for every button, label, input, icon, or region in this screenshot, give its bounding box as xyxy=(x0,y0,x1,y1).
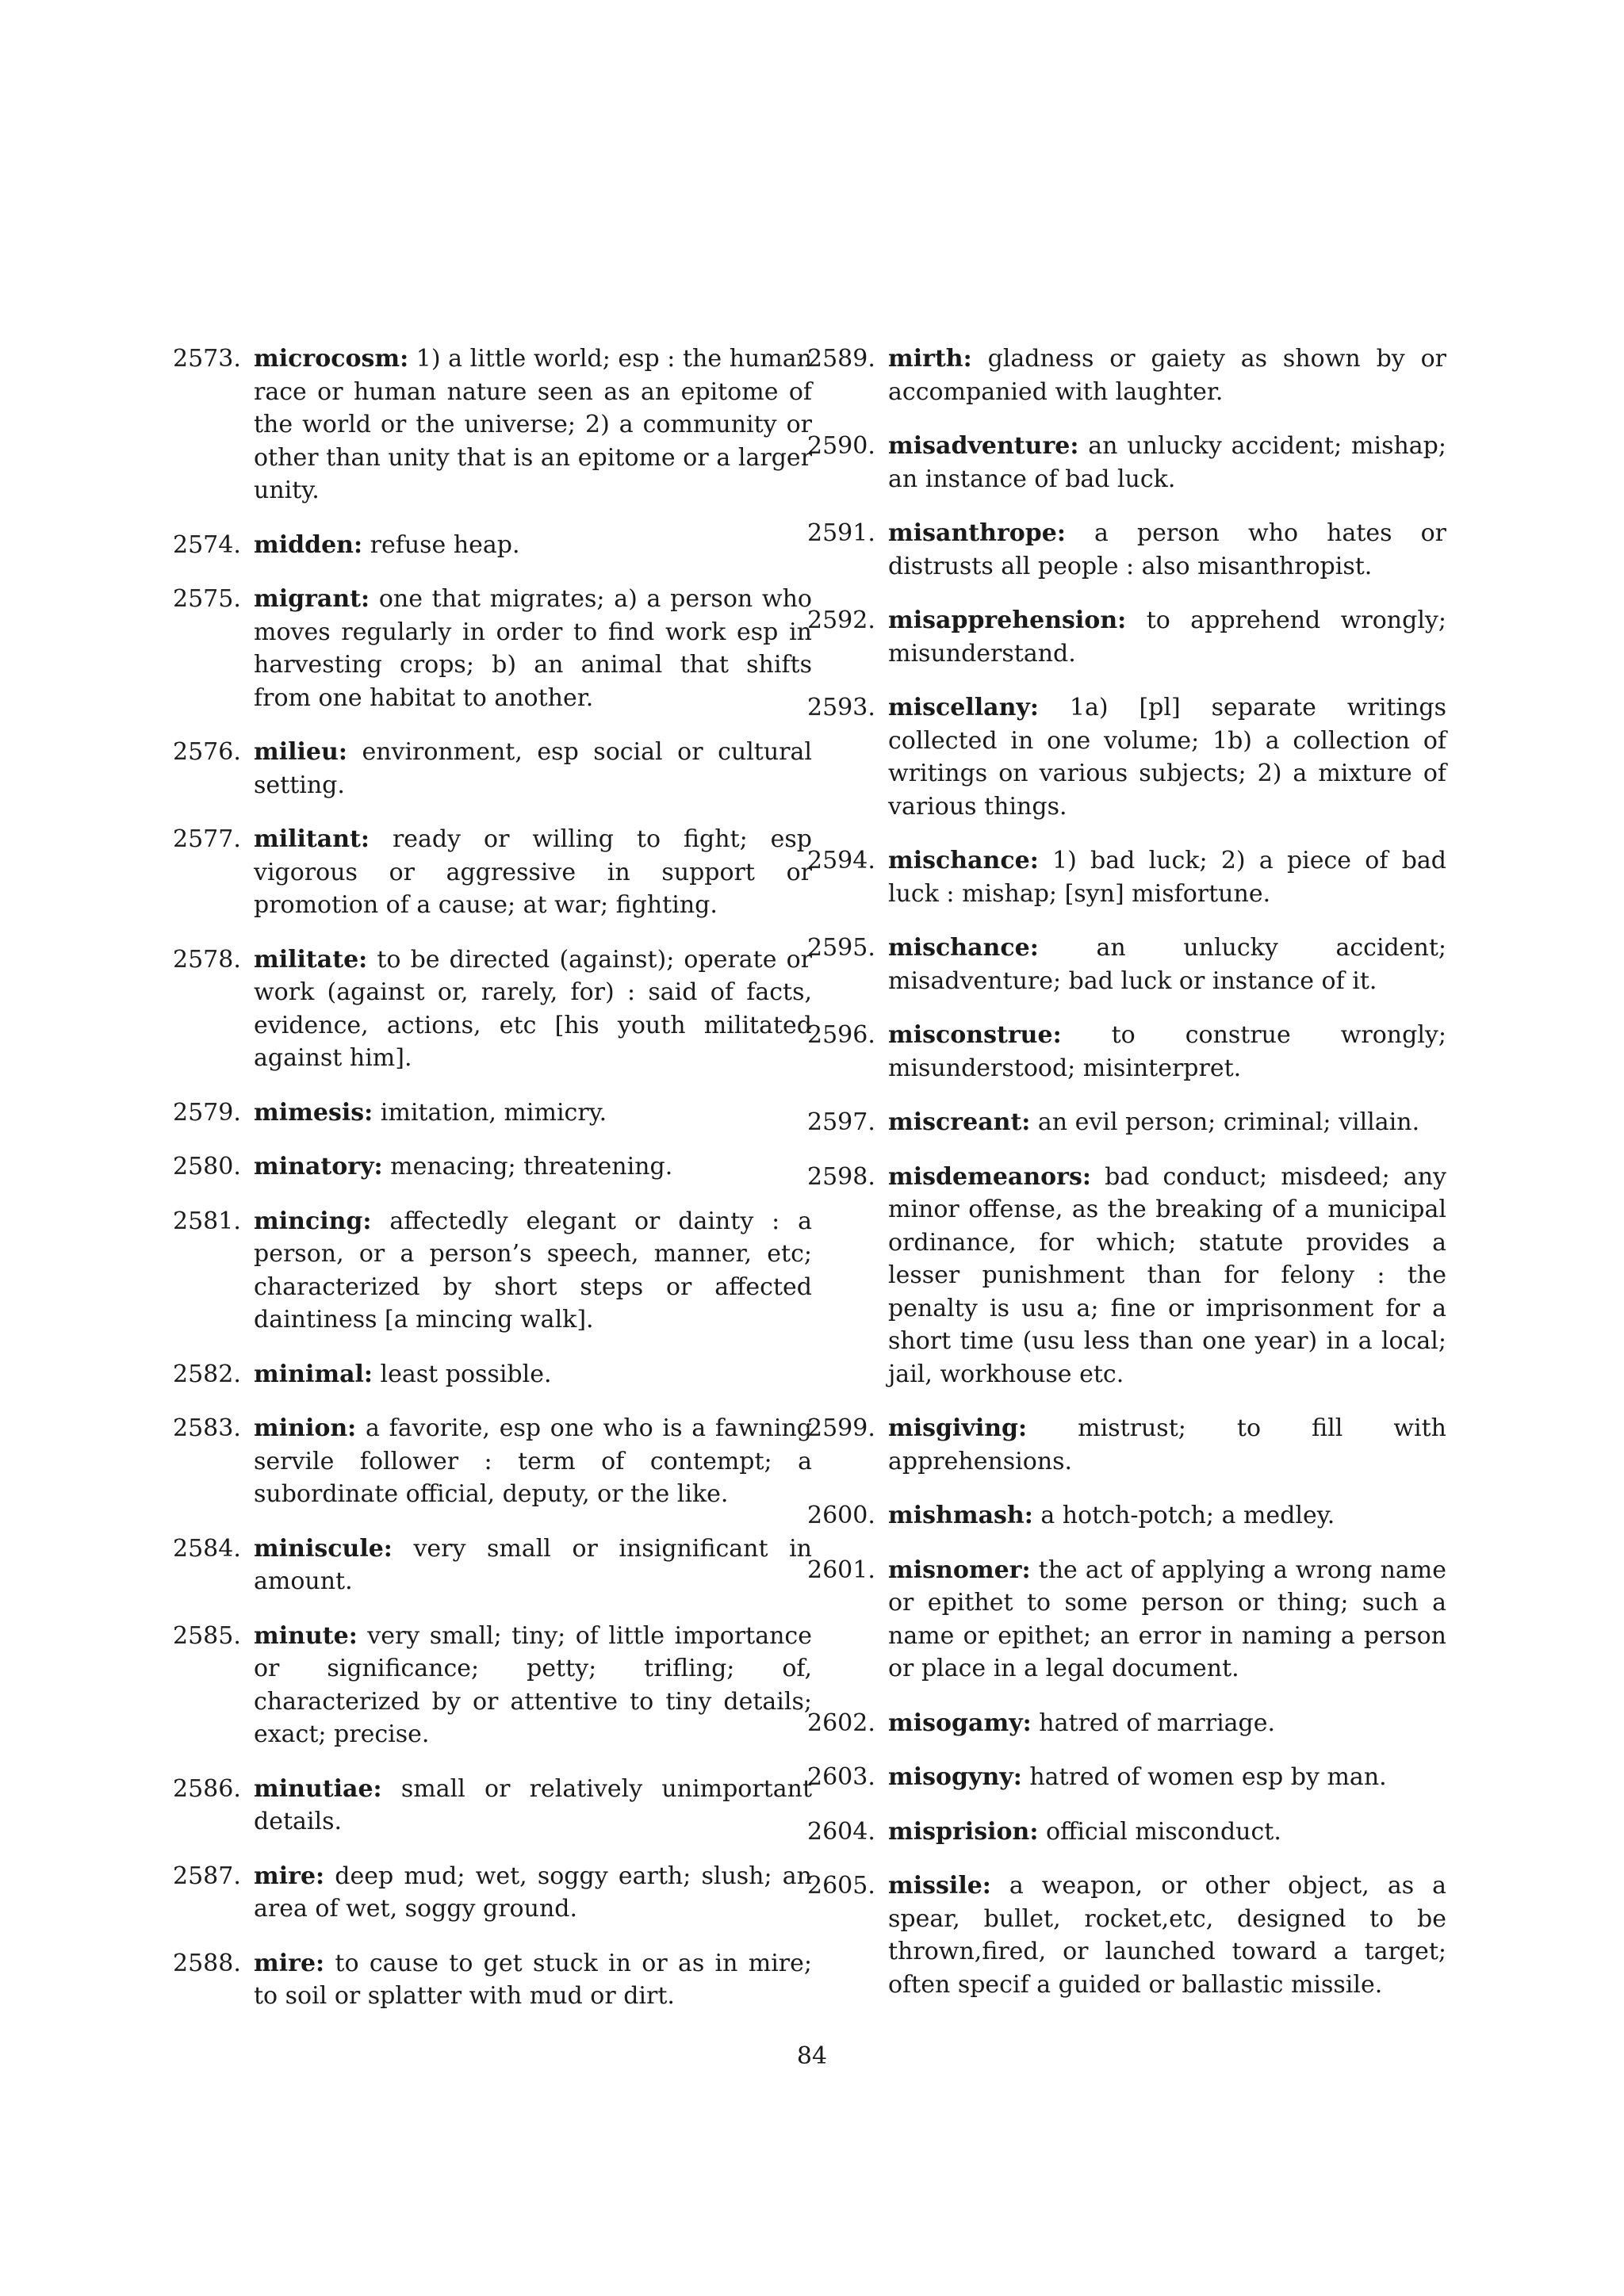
glossary-entry xyxy=(173,1358,812,1391)
entry-term: mimesis: xyxy=(254,1098,373,1127)
entry-definition: very small or insignificant in amount. xyxy=(254,1534,812,1595)
entry-number: 2575. xyxy=(173,585,241,613)
glossary-entry xyxy=(807,1761,1446,1794)
entry-term: misconstrue: xyxy=(888,1021,1062,1049)
glossary-entry xyxy=(807,1106,1446,1139)
entry-term: misanthrope: xyxy=(888,519,1066,547)
entry-definition: hatred of women esp by man. xyxy=(1029,1763,1387,1791)
entry-number: 2573. xyxy=(173,345,241,373)
entry-number: 2601. xyxy=(807,1556,875,1584)
entry-definition: small or relatively unimportant details. xyxy=(254,1774,812,1835)
entry-term: minatory: xyxy=(254,1153,383,1181)
entry-number: 2599. xyxy=(807,1414,875,1442)
entry-term: mire: xyxy=(254,1949,325,1977)
entry-definition: refuse heap. xyxy=(370,530,520,559)
glossary-entry xyxy=(807,932,1446,997)
entry-number: 2591. xyxy=(807,519,875,547)
entry-term: misadventure: xyxy=(888,432,1079,460)
entry-number: 2600. xyxy=(807,1502,875,1529)
entry-number: 2584. xyxy=(173,1534,241,1563)
entry-number: 2593. xyxy=(807,694,875,721)
entry-number: 2604. xyxy=(807,1817,875,1846)
entry-definition: imitation, mimicry. xyxy=(380,1098,607,1127)
entry-number: 2595. xyxy=(807,934,875,962)
entry-definition: a hotch-potch; a medley. xyxy=(1040,1502,1335,1529)
entry-number: 2596. xyxy=(807,1021,875,1049)
entry-definition: bad conduct; misdeed; any minor offense, as the breaking of a municipal ordinance, for which; statute provides a lesser punishment than for felony : the penalty is usu a; fine or imprisonment for a short time (usu less than one year) in a local; jail, workhouse etc. xyxy=(888,1162,1446,1388)
entry-definition: to be directed (against); operate or work (against or, rarely, for) : said of facts, evidence, actions, etc [his youth militated against him]. xyxy=(254,945,812,1072)
entry-definition: official misconduct. xyxy=(1045,1817,1281,1846)
entry-term: mischance: xyxy=(888,847,1039,874)
entry-number: 2580. xyxy=(173,1153,241,1181)
entry-number: 2577. xyxy=(173,825,241,853)
entry-term: misogamy: xyxy=(888,1709,1032,1737)
glossary-entry xyxy=(807,1707,1446,1740)
glossary-entry xyxy=(173,1150,812,1184)
glossary-entry xyxy=(807,1869,1446,2001)
entry-term: minute: xyxy=(254,1621,358,1650)
entry-definition: mistrust; to fill with apprehensions. xyxy=(888,1414,1446,1475)
right-column xyxy=(807,342,1446,2022)
entry-definition: ready or willing to fight; esp vigorous or aggressive in support or promotion of a cause; at war; fighting. xyxy=(254,825,812,919)
entry-definition: very small; tiny; of little importance or significance; petty; trifling; of, characterized by or attentive to tiny details; exact; precise. xyxy=(254,1621,812,1748)
entry-term: miniscule: xyxy=(254,1534,393,1563)
entry-definition: an unlucky accident; mishap; an instance of bad luck. xyxy=(888,432,1446,493)
entry-term: misogyny: xyxy=(888,1763,1022,1791)
page-number: 84 xyxy=(796,2042,828,2070)
glossary-entry xyxy=(807,1499,1446,1533)
glossary-entry xyxy=(173,529,812,562)
entry-term: militant: xyxy=(254,825,370,853)
glossary-entry xyxy=(173,1205,812,1337)
entry-term: milieu: xyxy=(254,738,347,766)
entry-number: 2603. xyxy=(807,1763,875,1791)
entry-definition: to cause to get stuck in or as in mire; to soil or splatter with mud or dirt. xyxy=(254,1949,812,2010)
entry-term: misapprehension: xyxy=(888,607,1127,634)
entry-number: 2594. xyxy=(807,847,875,874)
glossary-entry xyxy=(807,844,1446,910)
entry-definition: menacing; threatening. xyxy=(390,1153,673,1181)
entry-term: missile: xyxy=(888,1872,991,1900)
glossary-entry xyxy=(807,342,1446,408)
entry-term: miscreant: xyxy=(888,1108,1031,1136)
glossary-entry xyxy=(173,823,812,922)
entry-definition: a person who hates or distrusts all people : also misanthropist. xyxy=(888,519,1447,580)
glossary-entry xyxy=(173,1412,812,1511)
entry-term: militate: xyxy=(254,945,368,974)
glossary-entry xyxy=(173,736,812,802)
entry-number: 2589. xyxy=(807,345,875,373)
entry-number: 2587. xyxy=(173,1862,241,1890)
entry-number: 2583. xyxy=(173,1414,241,1442)
entry-definition: the act of applying a wrong name or epithet to some person or thing; such a name or epithet; an error in naming a person or place in a legal document. xyxy=(888,1556,1446,1682)
glossary-entry xyxy=(807,1019,1446,1085)
glossary-entry xyxy=(173,1620,812,1751)
glossary-entry xyxy=(807,604,1446,670)
entry-term: mirth: xyxy=(888,345,972,373)
glossary-entry xyxy=(807,1816,1446,1849)
entry-number: 2585. xyxy=(173,1621,241,1650)
glossary-entry xyxy=(173,943,812,1075)
entry-term: mincing: xyxy=(254,1207,372,1235)
entry-term: mire: xyxy=(254,1862,325,1890)
glossary-entry xyxy=(173,1773,812,1839)
entry-number: 2602. xyxy=(807,1709,875,1737)
entry-number: 2574. xyxy=(173,530,241,559)
entry-term: mischance: xyxy=(888,934,1039,962)
entry-term: miscellany: xyxy=(888,694,1039,721)
glossary-entry xyxy=(807,1412,1446,1478)
glossary-entry xyxy=(173,583,812,714)
entry-definition: 1) bad luck; 2) a piece of bad luck : mishap; [syn] misfortune. xyxy=(888,847,1446,908)
glossary-entry xyxy=(173,1947,812,2013)
glossary-entry xyxy=(173,1096,812,1130)
entry-definition: one that migrates; a) a person who moves regularly in order to find work esp in harvesting crops; b) an animal that shifts from one habitat to another. xyxy=(254,585,812,712)
entry-number: 2605. xyxy=(807,1872,875,1900)
entry-number: 2598. xyxy=(807,1162,875,1191)
entry-term: minion: xyxy=(254,1414,357,1442)
entry-number: 2578. xyxy=(173,945,241,974)
entry-number: 2576. xyxy=(173,738,241,766)
glossary-entry xyxy=(807,430,1446,496)
entry-term: misdemeanors: xyxy=(888,1162,1091,1191)
entry-term: migrant: xyxy=(254,585,370,613)
entry-definition: 1a) [pl] separate writings collected in one volume; 1b) a collection of writings on various subjects; 2) a mixture of various things. xyxy=(888,694,1446,821)
glossary-entry xyxy=(807,1554,1446,1686)
entry-number: 2586. xyxy=(173,1774,241,1803)
entry-number: 2590. xyxy=(807,432,875,460)
entry-definition: a favorite, esp one who is a fawning servile follower : term of contempt; a subordinate official, deputy, or the like. xyxy=(254,1414,812,1508)
entry-number: 2581. xyxy=(173,1207,241,1235)
glossary-entry xyxy=(807,691,1446,823)
entry-definition: hatred of marriage. xyxy=(1039,1709,1276,1737)
glossary-entry xyxy=(173,342,812,507)
entry-definition: deep mud; wet, soggy earth; slush; an area of wet, soggy ground. xyxy=(254,1862,812,1923)
entry-number: 2579. xyxy=(173,1098,241,1127)
entry-number: 2588. xyxy=(173,1949,241,1977)
glossary-entry xyxy=(173,1860,812,1926)
entry-definition: an evil person; criminal; villain. xyxy=(1037,1108,1420,1136)
entry-definition: to apprehend wrongly; misunderstand. xyxy=(888,607,1446,668)
entry-term: misnomer: xyxy=(888,1556,1031,1584)
entry-definition: environment, esp social or cultural setting. xyxy=(254,738,812,799)
entry-term: microcosm: xyxy=(254,345,409,373)
entry-term: misgiving: xyxy=(888,1414,1028,1442)
entry-term: midden: xyxy=(254,530,363,559)
glossary-entry xyxy=(807,517,1446,583)
entry-number: 2592. xyxy=(807,607,875,634)
entry-definition: a weapon, or other object, as a spear, bullet, rocket,etc, designed to be thrown,fired, or launched toward a target; often specif a guided or ballastic missile. xyxy=(888,1872,1446,1999)
glossary-entry xyxy=(807,1161,1446,1391)
entry-term: misprision: xyxy=(888,1817,1039,1846)
entry-definition: affectedly elegant or dainty : a person, or a person’s speech, manner, etc; characterized by short steps or affected daintiness [a mincing walk]. xyxy=(254,1207,812,1334)
entry-definition: an unlucky accident; misadventure; bad luck or instance of it. xyxy=(888,934,1446,995)
entry-number: 2597. xyxy=(807,1108,875,1136)
entry-term: mishmash: xyxy=(888,1502,1033,1529)
entry-definition: least possible. xyxy=(380,1360,552,1388)
entry-number: 2582. xyxy=(173,1360,241,1388)
left-column xyxy=(173,342,812,2034)
glossary-entry xyxy=(173,1533,812,1598)
entry-term: minutiae: xyxy=(254,1774,382,1803)
entry-definition: to construe wrongly; misunderstood; misinterpret. xyxy=(888,1021,1446,1082)
entry-definition: gladness or gaiety as shown by or accompanied with laughter. xyxy=(888,345,1446,406)
entry-definition: 1) a little world; esp : the human race or human nature seen as an epitome of the world or the universe; 2) a community or other than unity that is an epitome or a larger unity. xyxy=(254,345,812,504)
entry-term: minimal: xyxy=(254,1360,373,1388)
